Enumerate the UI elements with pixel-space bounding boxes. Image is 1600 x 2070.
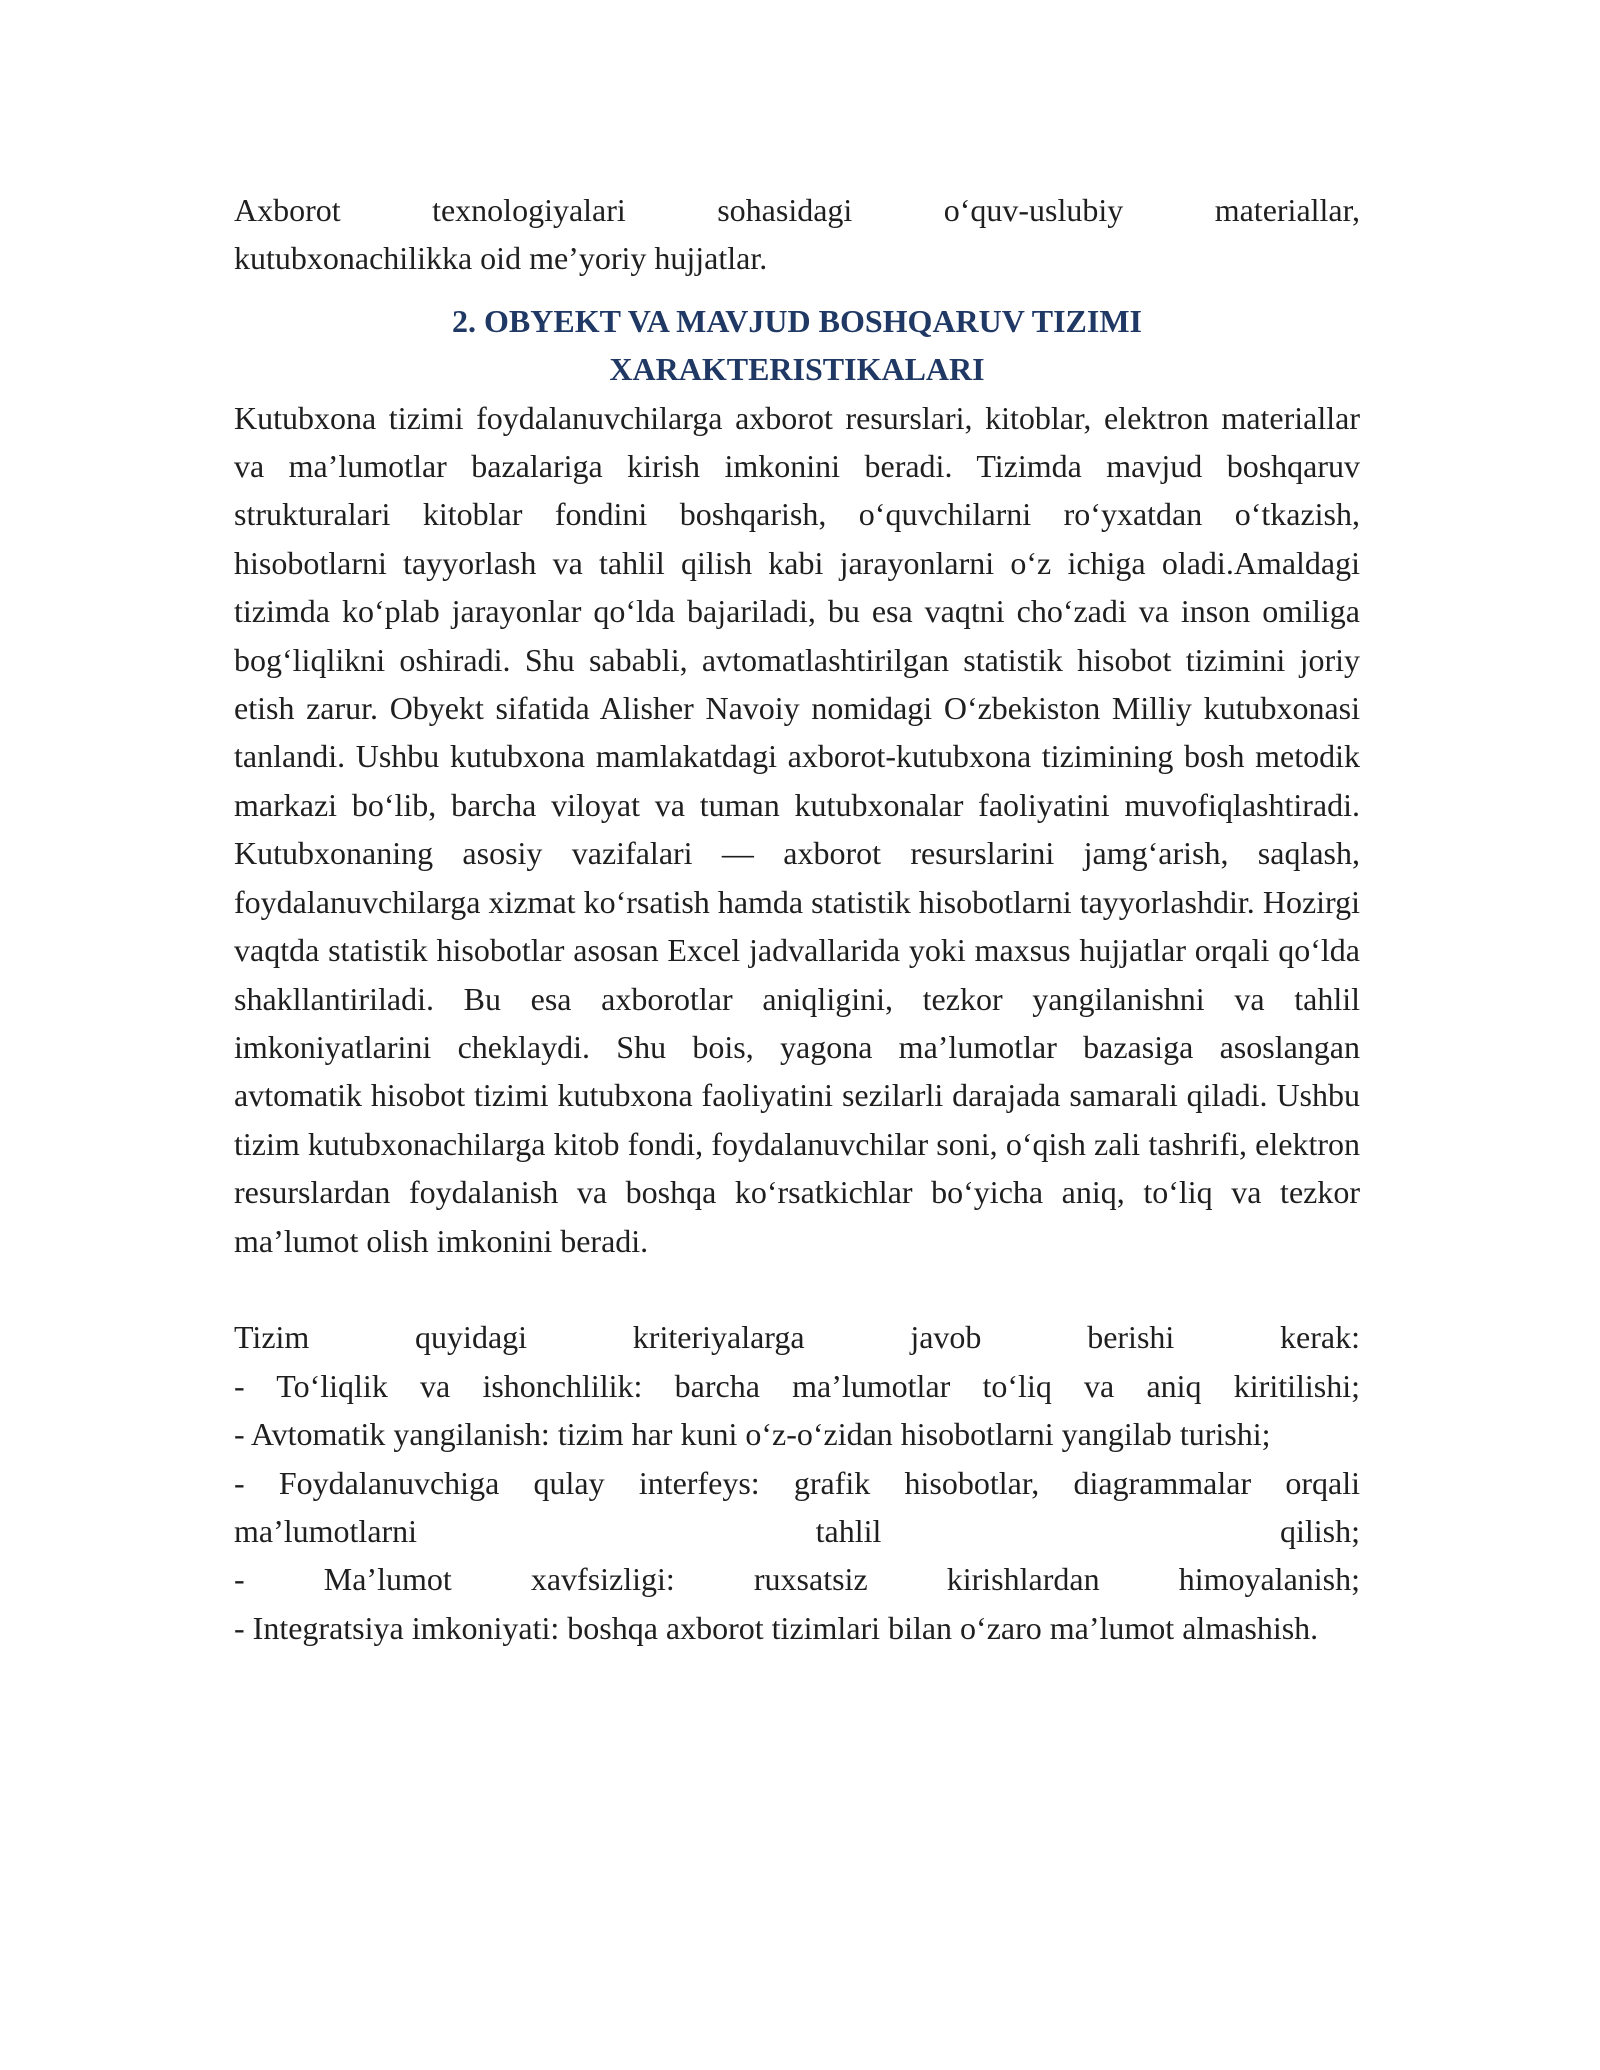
- criteria-item-2: - Avtomatik yangilanish: tizim har kuni o‘z-o‘zidan hisobotlarni yangilab turishi;: [234, 1416, 1271, 1453]
- intro-line-1: Axborot texnologiyalari sohasidagi o‘quv-uslubiy materiallar,: [234, 192, 1360, 228]
- criteria-item-4: - Ma’lumot xavfsizligi: ruxsatsiz kirishlardan himoyalanish;: [234, 1561, 1360, 1598]
- intro-line-2: kutubxonachilikka oid me’yoriy hujjatlar.: [234, 240, 768, 277]
- document-page: [234, 186, 1360, 1652]
- intro-paragraph: [234, 186, 1360, 283]
- blank-line: [234, 1265, 1360, 1313]
- body-paragraph: Kutubxona tizimi foydalanuvchilarga axborot resurslari, kitoblar, elektron materiallar va ma’lumotlar bazalariga kirish imkonini beradi. Tizimda mavjud boshqaruv strukturalari kitoblar fondini boshqarish, o‘quvchilarni ro‘yxatdan o‘tkazish, hisobotlarni tayyorlash va tahlil qilish kabi jarayonlarni o‘z ichiga oladi.Amaldagi tizimda ko‘plab jarayonlar qo‘lda bajariladi, bu esa vaqtni cho‘zadi va inson omiliga bog‘liqlikni oshiradi. Shu sababli, avtomatlashtirilgan statistik hisobot tizimini joriy etish zarur. Obyekt sifatida Alisher Navoiy nomidagi O‘zbekiston Milliy kutubxonasi tanlandi. Ushbu kutubxona mamlakatdagi axborot-kutubxona tizimining bosh metodik markazi bo‘lib, barcha viloyat va tuman kutubxonalar faoliyatini muvofiqlashtiradi. Kutubxonaning asosiy vazifalari — axborot resurslarini jamg‘arish, saqlash, foydalanuvchilarga xizmat ko‘rsatish hamda statistik hisobotlarni tayyorlashdir. Hozirgi vaqtda statistik hisobotlar asosan Excel jadvallarida yoki maxsus hujjatlar orqali qo‘lda shakllantiriladi. Bu esa axborotlar aniqligini, tezkor yangilanishni va tahlil imkoniyatlarini cheklaydi. Shu bois, yagona ma’lumotlar bazasiga asoslangan avtomatik hisobot tizimi kutubxona faoliyatini sezilarli darajada samarali qiladi. Ushbu tizim kutubxonachilarga kitob fondi, foydalanuvchilar soni, o‘qish zali tashrifi, elektron resurslardan foydalanish va boshqa ko‘rsatkichlar bo‘yicha aniq, to‘liq va tezkor ma’lumot olish imkonini beradi.: [234, 399, 1360, 1259]
- criteria-item-1: - To‘liqlik va ishonchlilik: barcha ma’lumotlar to‘liq va aniq kiritilishi;: [234, 1367, 1360, 1404]
- section-heading-line-1: 2. OBYEKT VA MAVJUD BOSHQARUV TIZIMI: [452, 302, 1142, 339]
- section-heading-line-2: XARAKTERISTIKALARI: [609, 351, 985, 388]
- criteria-item-3: - Foydalanuvchiga qulay interfeys: grafik hisobotlar, diagrammalar orqali ma’lumotlarni tahlil qilish;: [234, 1464, 1360, 1549]
- criteria-list: [234, 1313, 1360, 1652]
- section-heading: [234, 297, 1360, 394]
- criteria-item-5: - Integratsiya imkoniyati: boshqa axborot tizimlari bilan o‘zaro ma’lumot almashish.: [234, 1609, 1319, 1646]
- criteria-lead: Tizim quyidagi kriteriyalarga javob berishi kerak:: [234, 1319, 1360, 1356]
